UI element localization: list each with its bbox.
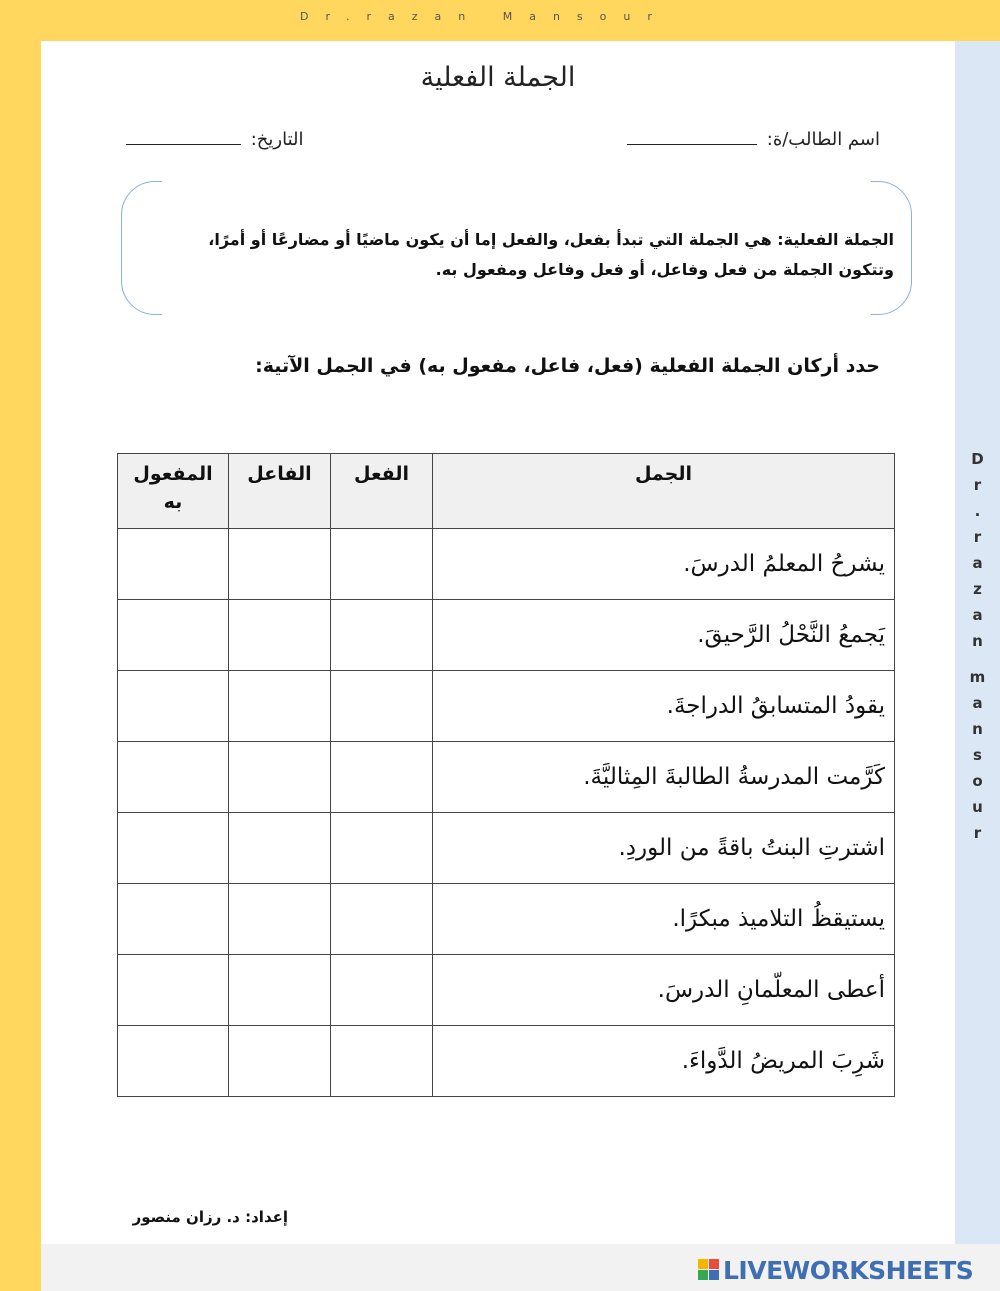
object-answer-cell[interactable] [118, 529, 229, 600]
side-letter: . [974, 502, 981, 520]
top-watermark: Dr.razan Mansour [300, 10, 669, 23]
table-row [118, 600, 895, 671]
analysis-table [117, 453, 895, 1097]
object-answer-cell[interactable] [118, 600, 229, 671]
student-name-label: اسم الطالب/ة: [766, 129, 880, 150]
object-answer-cell[interactable] [118, 884, 229, 955]
side-letter: D [971, 450, 984, 468]
header-object-line-2: به [163, 491, 183, 513]
header-object-line-1: المفعول [133, 463, 213, 485]
exercise-instruction: حدد أركان الجملة الفعلية (فعل، فاعل، مفعول به) في الجمل الآتية: [255, 355, 880, 377]
sentence-cell: يشرحُ المعلمُ الدرسَ. [433, 529, 895, 600]
verb-answer-cell[interactable] [331, 529, 433, 600]
side-letter: a [972, 694, 983, 712]
object-answer-cell[interactable] [118, 1026, 229, 1097]
header-sentences: الجمل [433, 454, 895, 529]
date-label: التاريخ: [250, 129, 304, 150]
subject-answer-cell[interactable] [229, 884, 331, 955]
table-row [118, 884, 895, 955]
side-letter: a [972, 554, 983, 572]
student-name-blank[interactable] [627, 126, 757, 145]
table-row [118, 813, 895, 884]
sentence-cell: يستيقظُ التلاميذ مبكرًا. [433, 884, 895, 955]
table-row [118, 1026, 895, 1097]
subject-answer-cell[interactable] [229, 529, 331, 600]
sentence-cell: اشترتِ البنتُ باقةً من الوردِ. [433, 813, 895, 884]
table-row [118, 955, 895, 1026]
date-blank[interactable] [126, 126, 241, 145]
sentence-cell: شَرِبَ المريضُ الدَّواءَ. [433, 1026, 895, 1097]
header-subject: الفاعل [229, 454, 331, 529]
verb-answer-cell[interactable] [331, 955, 433, 1026]
definition-line-1: الجملة الفعلية: هي الجملة التي تبدأ بفعل، والفعل إما أن يكون ماضيًا أو مضارعًا أو أمرًا، [208, 230, 894, 249]
table-row [118, 671, 895, 742]
object-answer-cell[interactable] [118, 955, 229, 1026]
side-letter: m [969, 668, 986, 686]
page-title: الجملة الفعلية [420, 62, 576, 93]
verb-answer-cell[interactable] [331, 671, 433, 742]
object-answer-cell[interactable] [118, 813, 229, 884]
table-row [118, 529, 895, 600]
subject-answer-cell[interactable] [229, 671, 331, 742]
side-letter: r [973, 476, 982, 494]
subject-answer-cell[interactable] [229, 1026, 331, 1097]
side-letter: r [973, 528, 982, 546]
verb-answer-cell[interactable] [331, 600, 433, 671]
header-verb: الفعل [331, 454, 433, 529]
sentence-cell: يقودُ المتسابقُ الدراجةَ. [433, 671, 895, 742]
subject-answer-cell[interactable] [229, 742, 331, 813]
verb-answer-cell[interactable] [331, 884, 433, 955]
definition-line-2: وتتكون الجملة من فعل وفاعل، أو فعل وفاعل ومفعول به. [435, 260, 894, 279]
liveworksheets-logo[interactable] [698, 1256, 973, 1284]
side-letter: n [972, 720, 983, 738]
verb-answer-cell[interactable] [331, 1026, 433, 1097]
sentence-cell: أعطى المعلّمانِ الدرسَ. [433, 955, 895, 1026]
verb-answer-cell[interactable] [331, 742, 433, 813]
side-watermark [955, 446, 1000, 846]
author-credit: إعداد: د. رزان منصور [132, 1208, 288, 1226]
table-row [118, 742, 895, 813]
definition-text [138, 225, 894, 285]
liveworksheets-logo-text: LIVEWORKSHEETS [723, 1255, 974, 1285]
side-letter: n [972, 632, 983, 650]
side-letter: s [973, 746, 982, 764]
date-field [126, 126, 304, 150]
left-frame-band [0, 0, 41, 1291]
side-letter: a [972, 606, 983, 624]
subject-answer-cell[interactable] [229, 600, 331, 671]
subject-answer-cell[interactable] [229, 813, 331, 884]
side-letter: z [973, 580, 982, 598]
subject-answer-cell[interactable] [229, 955, 331, 1026]
side-letter: r [973, 824, 982, 842]
liveworksheets-logo-icon [698, 1259, 720, 1281]
side-letter: u [972, 798, 983, 816]
verb-answer-cell[interactable] [331, 813, 433, 884]
header-object [118, 454, 229, 529]
side-letter: o [972, 772, 983, 790]
sentence-cell: يَجمعُ النَّحْلُ الرَّحيقَ. [433, 600, 895, 671]
object-answer-cell[interactable] [118, 671, 229, 742]
sentence-cell: كَرَّمت المدرسةُ الطالبةَ المِثاليَّةَ. [433, 742, 895, 813]
table-header-row [118, 454, 895, 529]
object-answer-cell[interactable] [118, 742, 229, 813]
student-name-field [627, 126, 880, 150]
